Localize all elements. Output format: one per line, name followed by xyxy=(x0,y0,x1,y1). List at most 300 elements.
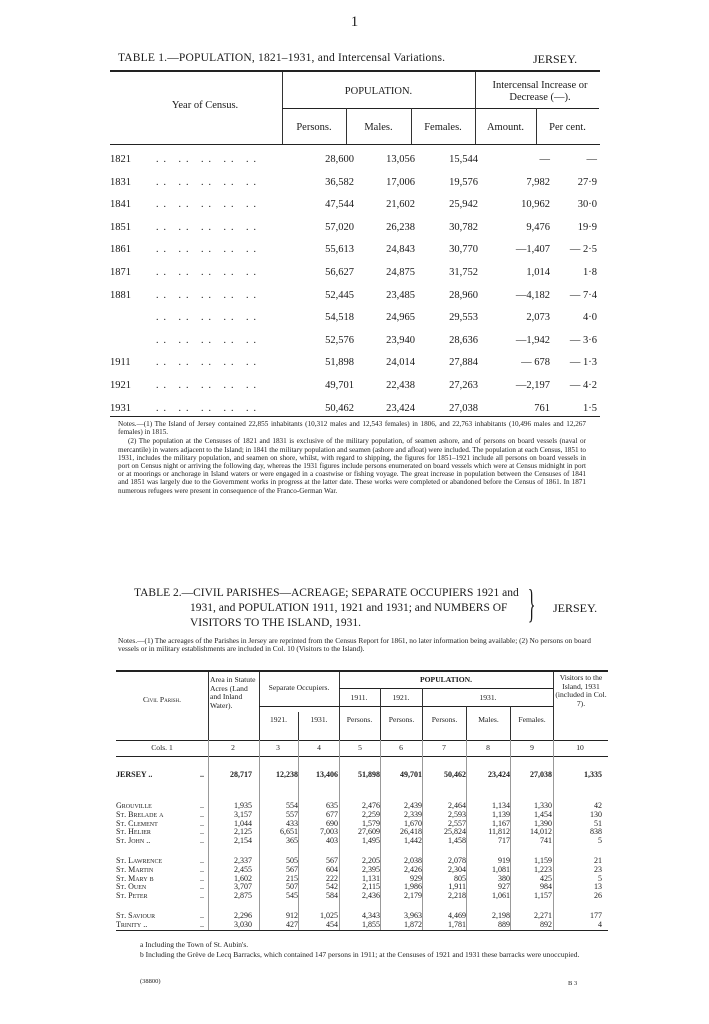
cell-col-9: 2,271 xyxy=(534,911,552,920)
table2-column-rule xyxy=(422,740,423,930)
cell-males: 26,238 xyxy=(386,221,415,233)
cell-males: 24,875 xyxy=(386,267,415,278)
cell-col-7: 2,593 xyxy=(448,809,466,819)
cell-col-9: 14,012 xyxy=(530,827,552,837)
cell-pct: 27·9 xyxy=(577,176,597,188)
table2-column-rule xyxy=(553,740,554,930)
leader-dots: .. xyxy=(200,882,204,892)
cell-col-6: 3,963 xyxy=(404,911,422,920)
table2-column-rule xyxy=(208,740,209,930)
cell-col-3: 427 xyxy=(286,919,298,929)
cell-persons: 50,462 xyxy=(325,402,354,414)
cell-col-9: 1,157 xyxy=(534,891,552,901)
cell-col-2: 1,602 xyxy=(234,873,252,883)
table2-title-line2: 1931, and POPULATION 1911, 1921 and 1931; and NUMBERS OF xyxy=(190,602,508,614)
table1-pop-underline xyxy=(282,108,599,109)
cell-males: 24,965 xyxy=(386,312,415,324)
table2-y1921-header: 1921. xyxy=(269,715,288,724)
cell-persons: 52,445 xyxy=(325,289,354,301)
table1-row xyxy=(110,244,597,258)
leader-dots: .. xyxy=(200,891,204,901)
cell-col-4: 542 xyxy=(326,882,338,892)
cell-col-2: 2,154 xyxy=(234,836,252,846)
cell-females: 27,263 xyxy=(449,380,478,391)
table2-sub-underline xyxy=(339,706,553,707)
cell-col-4: 567 xyxy=(326,856,338,865)
cell-pct: 1·5 xyxy=(583,402,597,414)
cell-females: 19,576 xyxy=(449,176,478,188)
cell-col-7: 2,304 xyxy=(448,864,466,874)
cell-col-5: 2,205 xyxy=(362,856,380,865)
census-year: 1861 xyxy=(110,244,131,256)
leader-dots: .. .. .. .. .. xyxy=(156,357,261,369)
cell-col-2: 3,707 xyxy=(234,882,252,892)
cell-amount: — xyxy=(539,154,550,165)
census-year: 1921 xyxy=(110,380,131,391)
table2-footnote-a: a Including the Town of St. Aubin's. xyxy=(140,940,249,949)
cell-col-6: 2,439 xyxy=(404,801,422,810)
cell-col-4: 7,003 xyxy=(320,827,338,837)
cell-col-6: 2,038 xyxy=(404,856,422,865)
cell-amount: 1,014 xyxy=(526,267,550,278)
cell-col-9: 1,390 xyxy=(534,818,552,828)
cell-col-7: 1,911 xyxy=(448,882,466,892)
cell-males: 23,940 xyxy=(386,334,415,346)
leader-dots: .. xyxy=(200,836,204,846)
cell-females: 28,636 xyxy=(449,334,478,346)
cell-col-3: 507 xyxy=(286,882,298,892)
cell-pct: — 4·2 xyxy=(569,380,597,391)
leader-dots: .. .. .. .. .. xyxy=(156,289,261,301)
census-year: 1881 xyxy=(110,289,131,301)
cell-col-3: 215 xyxy=(286,873,298,883)
table1-header-rule xyxy=(110,144,600,145)
table2-sep-underline xyxy=(259,706,339,707)
parish-name: St. John .. xyxy=(116,836,151,846)
cell-col-4: 403 xyxy=(326,836,338,846)
cell-col-9: 1,454 xyxy=(534,809,552,819)
cell-col-9: 741 xyxy=(540,836,552,846)
cell-males: 17,006 xyxy=(386,176,415,188)
table1-notes xyxy=(118,420,586,496)
cell-col-10: 23 xyxy=(594,864,602,874)
table2-males-1931: Males. xyxy=(478,715,499,724)
cell-col-9: 1,330 xyxy=(534,801,552,810)
cell-pct: 19·9 xyxy=(577,221,597,233)
table2-vrule xyxy=(380,688,381,740)
cell-col-10: 1,335 xyxy=(584,770,602,779)
cell-persons: 51,898 xyxy=(325,357,354,369)
column-number: 2 xyxy=(231,743,235,752)
cell-col-9: 1,223 xyxy=(534,864,552,874)
cell-col-8: 1,167 xyxy=(492,818,510,828)
table2-cols-label: Cols. 1 xyxy=(151,743,173,752)
cell-persons: 47,544 xyxy=(325,199,354,211)
table2-persons-1911: Persons. xyxy=(346,715,373,724)
table1-island: JERSEY. xyxy=(533,52,578,66)
cell-males: 21,602 xyxy=(386,199,415,211)
census-year: 1841 xyxy=(110,199,131,211)
cell-amount: 7,982 xyxy=(526,176,550,188)
table1-persons-header: Persons. xyxy=(296,122,332,133)
cell-col-5: 1,131 xyxy=(362,873,380,883)
table2-column-rule xyxy=(380,740,381,930)
parish-name: St. Brelade a xyxy=(116,809,164,819)
cell-col-10: 130 xyxy=(590,809,602,819)
cell-amount: — 678 xyxy=(521,357,550,369)
cell-females: 15,544 xyxy=(449,154,478,165)
cell-col-10: 5 xyxy=(598,836,602,846)
cell-col-7: 2,464 xyxy=(448,801,466,810)
table2-notes: Notes.—(1) The acreages of the Parishes in Jersey are reprinted from the Census Report for 1861, no later information being available; (2) No persons on board vessels or in military establishments are included in Col. 10 (Visitors to the Island). xyxy=(118,636,591,654)
cell-amount: —4,182 xyxy=(515,289,550,301)
table1-row xyxy=(110,402,597,417)
cell-females: 31,752 xyxy=(449,267,478,278)
census-year: 1911 xyxy=(110,357,131,369)
cell-col-3: 545 xyxy=(286,891,298,901)
cell-col-3: 554 xyxy=(286,801,298,810)
table2-p1931-header: 1931. xyxy=(479,693,497,702)
cell-col-9: 984 xyxy=(540,882,552,892)
cell-col-5: 1,579 xyxy=(362,818,380,828)
cell-amount: 9,476 xyxy=(526,221,550,233)
table2-y1931-header: 1931. xyxy=(310,715,328,724)
cell-col-7: 2,557 xyxy=(448,818,466,828)
table2-island: JERSEY. xyxy=(553,601,598,615)
cell-col-5: 1,855 xyxy=(362,919,380,929)
table1-row xyxy=(110,221,597,236)
cell-col-8: 1,081 xyxy=(492,864,510,874)
column-number: 6 xyxy=(399,743,403,752)
cell-col-2: 2,296 xyxy=(234,911,252,920)
table1-top-rule xyxy=(110,70,600,72)
cell-pct: — 2·5 xyxy=(569,244,597,256)
parish-row xyxy=(116,891,606,901)
cell-col-6: 1,670 xyxy=(404,818,422,828)
cell-col-10: 838 xyxy=(590,827,602,837)
cell-males: 23,485 xyxy=(386,289,415,301)
table2-title-line3: VISITORS TO THE ISLAND, 1931. xyxy=(190,617,362,629)
leader-dots: .. xyxy=(200,911,204,920)
parish-name: St. Martin xyxy=(116,864,154,874)
column-number: 8 xyxy=(486,743,490,752)
cell-males: 13,056 xyxy=(386,154,415,165)
table2-females-1931: Females. xyxy=(518,715,546,724)
cell-col-4: 604 xyxy=(326,864,338,874)
cell-col-6: 49,701 xyxy=(400,770,422,779)
leader-dots: .. xyxy=(200,801,204,810)
parish-name: Trinity .. xyxy=(116,919,148,929)
cell-col-7: 2,218 xyxy=(448,891,466,901)
cell-amount: 2,073 xyxy=(526,312,550,324)
cell-col-5: 2,476 xyxy=(362,801,380,810)
leader-dots: .. xyxy=(200,856,204,865)
cell-col-8: 717 xyxy=(498,836,510,846)
cell-col-7: 4,469 xyxy=(448,911,466,920)
table2-column-rule xyxy=(298,740,299,930)
cell-col-4: 690 xyxy=(326,818,338,828)
table2-vrule xyxy=(422,688,423,740)
table2-colnum-rule xyxy=(116,756,608,757)
cell-col-4: 454 xyxy=(326,919,338,929)
table1-row xyxy=(110,380,597,394)
parish-name: St. Ouen xyxy=(116,882,147,892)
cell-col-3: 912 xyxy=(286,911,298,920)
parish-name: St. Lawrence xyxy=(116,856,163,865)
cell-col-2: 28,717 xyxy=(230,770,252,779)
cell-col-2: 2,875 xyxy=(234,891,252,901)
cell-females: 30,770 xyxy=(449,244,478,256)
cell-persons: 36,582 xyxy=(325,176,354,188)
cell-col-6: 2,339 xyxy=(404,809,422,819)
cell-col-8: 2,198 xyxy=(492,911,510,920)
leader-dots: .. xyxy=(200,864,204,874)
cell-pct: — xyxy=(586,154,597,165)
table2-column-rule xyxy=(510,740,511,930)
parish-name: St. Clement xyxy=(116,818,158,828)
cell-col-2: 3,157 xyxy=(234,809,252,819)
cell-persons: 28,600 xyxy=(325,154,354,165)
cell-col-8: 889 xyxy=(498,919,510,929)
table1-males-header: Males. xyxy=(364,122,393,133)
cell-col-7: 50,462 xyxy=(444,770,466,779)
leader-dots: .. xyxy=(200,919,204,929)
cell-col-3: 12,238 xyxy=(276,770,298,779)
leader-dots: .. .. .. .. .. xyxy=(156,244,261,256)
census-year: 1831 xyxy=(110,176,131,188)
cell-col-7: 2,078 xyxy=(448,856,466,865)
cell-col-8: 380 xyxy=(498,873,510,883)
cell-col-6: 2,179 xyxy=(404,891,422,901)
cell-col-7: 25,824 xyxy=(444,827,466,837)
cell-col-10: 177 xyxy=(590,911,602,920)
cell-females: 29,553 xyxy=(449,312,478,324)
cell-col-5: 51,898 xyxy=(358,770,380,779)
table2-p1911-header: 1911. xyxy=(350,693,368,702)
cell-col-8: 11,812 xyxy=(488,827,510,837)
cell-males: 22,438 xyxy=(386,380,415,391)
cell-col-2: 2,125 xyxy=(234,827,252,837)
table2-vrule xyxy=(208,672,209,740)
leader-dots: .. .. .. .. .. xyxy=(156,176,261,188)
leader-dots: .. .. .. .. .. xyxy=(156,380,261,391)
table1-row xyxy=(110,154,597,168)
leader-dots: .. .. .. .. .. xyxy=(156,267,261,278)
cell-col-4: 635 xyxy=(326,801,338,810)
cell-col-5: 1,495 xyxy=(362,836,380,846)
cell-col-8: 1,139 xyxy=(492,809,510,819)
table1-percent-header: Per cent. xyxy=(549,122,586,133)
table2-header-rule xyxy=(116,740,608,741)
cell-col-4: 13,406 xyxy=(316,770,338,779)
table1-year-header: Year of Census. xyxy=(171,100,239,111)
cell-col-4: 677 xyxy=(326,809,338,819)
column-number: 4 xyxy=(317,743,321,752)
cell-col-8: 1,134 xyxy=(492,801,510,810)
cell-col-10: 26 xyxy=(594,891,602,901)
cell-col-6: 1,442 xyxy=(404,836,422,846)
parish-row xyxy=(116,836,606,846)
census-year: 1821 xyxy=(110,154,131,165)
table2-column-rule xyxy=(466,740,467,930)
cell-males: 24,014 xyxy=(386,357,415,369)
table2-persons-1921: Persons. xyxy=(388,715,415,724)
column-number: 10 xyxy=(576,743,584,752)
cell-col-6: 2,426 xyxy=(404,864,422,874)
cell-col-2: 2,455 xyxy=(234,864,252,874)
leader-dots: .. .. .. .. .. xyxy=(156,312,261,324)
cell-col-7: 805 xyxy=(454,873,466,883)
cell-col-2: 1,935 xyxy=(234,801,252,810)
brace: } xyxy=(527,581,536,626)
table1-population-header: POPULATION. xyxy=(344,86,413,97)
census-year: 1851 xyxy=(110,221,131,233)
leader-dots: .. .. .. .. .. xyxy=(156,199,261,211)
table2-persons-1931: Persons. xyxy=(431,715,458,724)
leader-dots: .. xyxy=(200,827,204,837)
parish-name: St. Peter xyxy=(116,891,148,901)
cell-col-5: 2,436 xyxy=(362,891,380,901)
leader-dots: .. xyxy=(200,809,204,819)
leader-dots: .. .. .. .. .. xyxy=(156,154,261,165)
leader-dots: .. .. .. .. .. xyxy=(156,334,261,346)
cell-col-4: 222 xyxy=(326,873,338,883)
table2-pop-underline xyxy=(339,688,553,689)
cell-col-9: 425 xyxy=(540,873,552,883)
cell-pct: — 7·4 xyxy=(569,289,597,301)
table1-note-2: (2) The population at the Censuses of 1821 and 1831 is exclusive of the military population, of seamen ashore, and of persons on board vessels (naval or mercantile) in waters adjacent to the Island; in 1841 the military population and seamen (ashore and afloat) were included. The population at each Census, 1851 to 1931, includes the military population, and seamen on shore, whilst, with regard to shipping, the figures for 1851–1921 include all persons on board vessels in port on Census night or arriving the following day, whereas the 1931 figures include persons enumerated on board vessels which were at Census midnight in port or at moorings or anchorage in Island waters or were engaged in a coastwise or fishing voyage. The great increase in population between the Censuses of 1841 and 1851 was largely due to the Government works in progress at the latter date. These works were completed or abandoned before the Census of 1861. In 1871 numerous refugees were present in consequence of the Franco-German War. xyxy=(118,437,586,495)
cell-females: 30,782 xyxy=(449,221,478,233)
table2-vrule xyxy=(553,672,554,740)
census-year: 1931 xyxy=(110,402,131,414)
table1-females-header: Females. xyxy=(424,122,462,133)
table1-row xyxy=(110,289,597,304)
cell-amount: —2,197 xyxy=(515,380,550,391)
cell-amount: —1,407 xyxy=(515,244,550,256)
cell-col-10: 13 xyxy=(594,882,602,892)
cell-pct: — 3·6 xyxy=(569,334,597,346)
cell-col-4: 584 xyxy=(326,891,338,901)
cell-col-6: 1,872 xyxy=(404,919,422,929)
cell-amount: 761 xyxy=(534,402,550,414)
cell-col-2: 1,044 xyxy=(234,818,252,828)
leader-dots: .. .. .. .. .. xyxy=(156,402,261,414)
parish-name: St. Helier xyxy=(116,827,151,837)
table2-footnote-b: b Including the Grève de Lecq Barracks, which contained 147 persons in 1911; at the Censuses of 1921 and 1931 these barracks were unoccupied. xyxy=(140,950,580,959)
table1-note-1: Notes.—(1) The Island of Jersey contained 22,855 inhabitants (10,312 males and 12,543 females) in 1806, and 22,763 inhabitants (10,496 males and 12,267 females) in 1815. xyxy=(118,420,586,437)
cell-females: 27,038 xyxy=(449,402,478,414)
leader-dots: .. xyxy=(200,818,204,828)
cell-col-8: 23,424 xyxy=(488,770,510,779)
table1-intercensal-header: Intercensal Increase or Decrease (—). xyxy=(492,80,588,103)
print-code: (38800) xyxy=(140,978,161,985)
cell-males: 23,424 xyxy=(386,402,415,414)
parish-name: Grouville xyxy=(116,801,152,810)
cell-pct: 4·0 xyxy=(583,312,597,324)
cell-col-4: 1,025 xyxy=(320,911,338,920)
cell-persons: 54,518 xyxy=(325,312,354,324)
cell-col-3: 6,651 xyxy=(280,827,298,837)
table1-amount-header: Amount. xyxy=(486,122,525,133)
cell-col-6: 929 xyxy=(410,873,422,883)
table1-row xyxy=(110,312,597,326)
table1-row xyxy=(110,176,597,191)
cell-col-3: 505 xyxy=(286,856,298,865)
cell-persons: 56,627 xyxy=(325,267,354,278)
column-number: 9 xyxy=(530,743,534,752)
table2-area-header: Area in Statute Acres (Land and Inland Water). xyxy=(210,675,256,710)
table2-p1921-header: 1921. xyxy=(392,693,410,702)
cell-persons: 49,701 xyxy=(325,380,354,391)
cell-males: 24,843 xyxy=(386,244,415,256)
table2-population-header: POPULATION. xyxy=(420,675,472,684)
parish-name: St. Saviour xyxy=(116,911,156,920)
table2-civil-parish-header: Civil Parish. xyxy=(142,695,182,704)
signature-mark: B 3 xyxy=(568,980,578,987)
table2-separate-header: Separate Occupiers. xyxy=(268,683,330,692)
cell-persons: 57,020 xyxy=(325,221,354,233)
cell-col-5: 2,395 xyxy=(362,864,380,874)
cell-col-3: 365 xyxy=(286,836,298,846)
cell-col-2: 2,337 xyxy=(234,856,252,865)
cell-col-10: 42 xyxy=(594,801,602,810)
cell-col-10: 51 xyxy=(594,818,602,828)
cell-col-10: 5 xyxy=(598,873,602,883)
cell-col-7: 1,458 xyxy=(448,836,466,846)
table1-row xyxy=(110,334,597,349)
parish-row xyxy=(116,920,606,930)
cell-col-5: 27,609 xyxy=(358,827,380,837)
cell-pct: 30·0 xyxy=(577,199,597,211)
cell-amount: 10,962 xyxy=(521,199,550,211)
table1-bottom-rule xyxy=(110,416,600,417)
cell-col-2: 3,030 xyxy=(234,919,252,929)
cell-col-3: 557 xyxy=(286,809,298,819)
cell-col-3: 567 xyxy=(286,864,298,874)
cell-col-9: 1,159 xyxy=(534,856,552,865)
cell-col-6: 1,986 xyxy=(404,882,422,892)
column-number: 5 xyxy=(358,743,362,752)
column-number: 7 xyxy=(442,743,446,752)
cell-females: 25,942 xyxy=(449,199,478,211)
parish-name: JERSEY .. xyxy=(116,770,153,779)
cell-persons: 55,613 xyxy=(325,244,354,256)
cell-col-6: 26,418 xyxy=(400,827,422,837)
cell-col-9: 892 xyxy=(540,919,552,929)
cell-females: 28,960 xyxy=(449,289,478,301)
table1-row xyxy=(110,267,597,281)
table2-title-line1: TABLE 2.—CIVIL PARISHES—ACREAGE; SEPARATE OCCUPIERS 1921 and xyxy=(134,587,519,599)
cell-col-10: 4 xyxy=(598,919,602,929)
cell-col-8: 927 xyxy=(498,882,510,892)
cell-col-8: 1,061 xyxy=(492,891,510,901)
leader-dots: .. xyxy=(200,873,204,883)
table2-visitors-header: Visitors to the Island, 1931 (included in Col. 7). xyxy=(555,673,607,708)
cell-col-9: 27,038 xyxy=(530,770,552,779)
table2-bottom-rule xyxy=(116,930,608,931)
table1-row xyxy=(110,199,597,213)
total-row xyxy=(116,770,606,780)
column-number: 3 xyxy=(276,743,280,752)
cell-pct: 1·8 xyxy=(583,267,597,278)
cell-col-10: 21 xyxy=(594,856,602,865)
cell-col-5: 2,259 xyxy=(362,809,380,819)
table2-column-rule xyxy=(259,740,260,930)
table1-row xyxy=(110,357,597,371)
cell-col-8: 919 xyxy=(498,856,510,865)
page-number: 1 xyxy=(350,14,359,30)
cell-persons: 52,576 xyxy=(325,334,354,346)
